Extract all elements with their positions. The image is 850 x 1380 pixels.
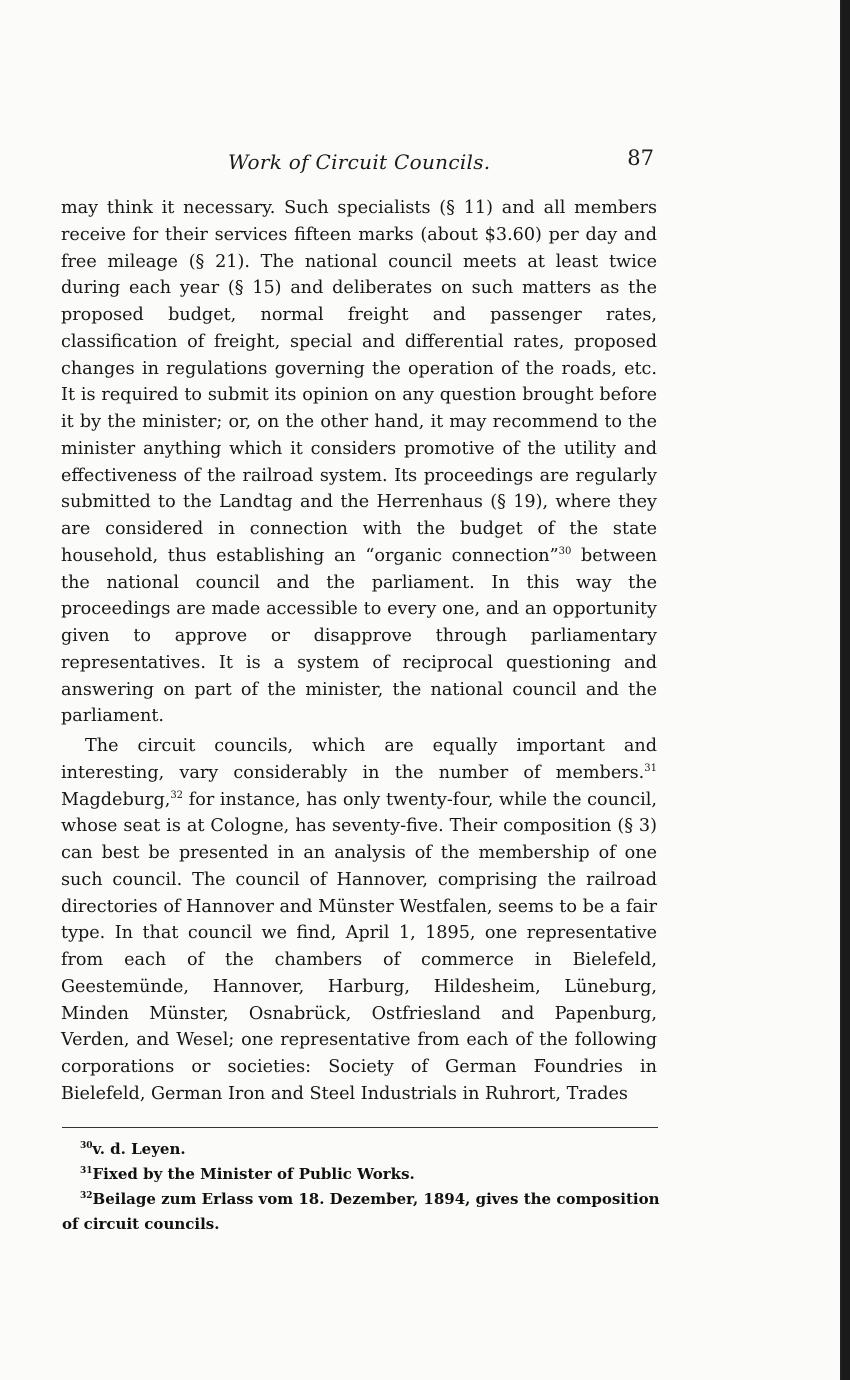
footnotes (62, 1137, 660, 1237)
footnote-ref: 30 (558, 545, 572, 557)
footnote-number: 30 (80, 1141, 93, 1151)
footnote-text: Beilage zum Erlass vom 18. Dezember, 1894, gives the composition of circuit councils. (62, 1190, 660, 1233)
paragraph-text: Magdeburg, (61, 789, 171, 810)
paragraph-text: The circuit councils, which are equally important and interesting, vary considerably in the number of members. (61, 736, 657, 783)
paragraph-text: may think it necessary. Such specialists (§ 11) and all members receive for their services fifteen marks (about $3.60) per day and free mileage (§ 21). The national council meets at least twice during each year (§ 15) and deliberates on such matters as the proposed budget, normal freight and passenger rates, classification of freight, special and differential rates, proposed changes in regulations governing the operation of the roads, etc. It is required to submit its opinion on any question brought before it by the minister; or, on the other hand, it may recommend to the minister anything which it considers promotive of the utility and effectiveness of the railroad system. Its proceedings are regularly submitted to the Landtag and the Herrenhaus (§ 19), where they are considered in connection with the budget of the state household, thus establishing an “organic connection” (61, 198, 657, 566)
paragraph (61, 195, 657, 730)
footnote-text: v. d. Leyen. (92, 1140, 186, 1158)
footnote-ref: 32 (170, 789, 184, 801)
paragraph-text: for instance, has only twenty-four, while the council, whose seat is at Cologne, has seventy-five. Their composition (§ 3) can best be presented in an analysis of the membership of one such council. The council of Hannover, comprising the railroad directories of Hannover and Münster Westfalen, seems to be a fair type. In that council we find, April 1, 1895, one representative from each of the chambers of commerce in Bielefeld, Geestemünde, Hannover, Harburg, Hildesheim, Lüneburg, Minden Münster, Osnabrück, Ostfriesland and Papenburg, Verden, and Wesel; one representative from each of the following corporations or societies: Society of German Foundries in Bielefeld, German Iron and Steel Industrials in Ruhrort, Trades (61, 789, 657, 1104)
paragraph (61, 733, 657, 1108)
footnote (62, 1137, 660, 1162)
body-text (61, 195, 657, 1108)
footnote-divider (62, 1127, 658, 1128)
page-number: 87 (627, 146, 654, 170)
footnote-text: Fixed by the Minister of Public Works. (92, 1165, 415, 1183)
paragraph-text: between the national council and the parliament. In this way the proceedings are made accessible to every one, and an opportunity given to approve or disapprove through parliamentary representatives. It is a system of reciprocal questioning and answering on part of the minister, the national council and the parliament. (61, 545, 657, 727)
footnote (62, 1162, 660, 1187)
running-head: Work of Circuit Councils. (228, 150, 491, 174)
page-header (60, 146, 658, 178)
footnote-number: 31 (80, 1166, 93, 1176)
footnote-ref: 31 (644, 762, 657, 774)
page-edge (842, 0, 850, 1380)
footnote-number: 32 (80, 1191, 93, 1201)
footnote (62, 1187, 660, 1237)
